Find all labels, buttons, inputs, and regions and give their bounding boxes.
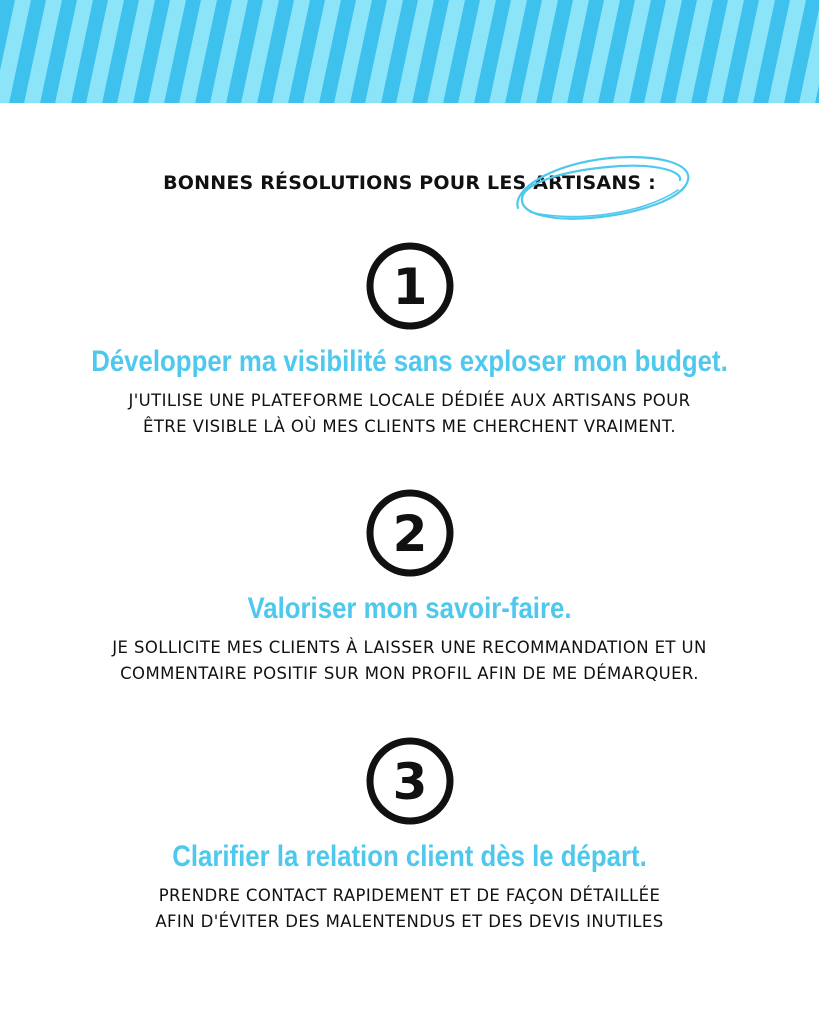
item-heading: Développer ma visibilité sans exploser mon budget. — [91, 345, 728, 378]
item-description-line: PRENDRE CONTACT RAPIDEMENT ET DE FAÇON DÉTAILLÉE — [158, 886, 661, 905]
number-circle-icon — [364, 240, 456, 332]
resolution-item-3 — [0, 735, 819, 935]
item-number: 2 — [392, 505, 427, 563]
item-description-line: COMMENTAIRE POSITIF SUR MON PROFIL AFIN DE ME DÉMARQUER. — [120, 664, 699, 683]
resolution-item-1 — [0, 240, 819, 440]
striped-banner — [0, 0, 819, 103]
number-circle-icon — [364, 487, 456, 579]
item-number: 1 — [392, 258, 427, 316]
item-number: 3 — [392, 753, 427, 811]
stripe-pattern — [0, 0, 819, 103]
item-description-line: JE SOLLICITE MES CLIENTS À LAISSER UNE RECOMMANDATION ET UN — [112, 638, 707, 657]
item-description — [0, 635, 819, 687]
item-heading: Clarifier la relation client dès le départ. — [172, 840, 647, 873]
page-title: BONNES RÉSOLUTIONS POUR LES ARTISANS : — [163, 172, 656, 194]
number-circle-icon — [364, 735, 456, 827]
item-description-line: AFIN D'ÉVITER DES MALENTENDUS ET DES DEVIS INUTILES — [155, 912, 664, 931]
item-description-line: ÊTRE VISIBLE LÀ OÙ MES CLIENTS ME CHERCHENT VRAIMENT. — [143, 417, 676, 436]
header — [0, 172, 819, 194]
resolution-item-2 — [0, 487, 819, 687]
item-description — [0, 388, 819, 440]
item-description — [0, 883, 819, 935]
item-description-line: J'UTILISE UNE PLATEFORME LOCALE DÉDIÉE AUX ARTISANS POUR — [128, 391, 691, 410]
item-heading: Valoriser mon savoir-faire. — [247, 592, 572, 625]
